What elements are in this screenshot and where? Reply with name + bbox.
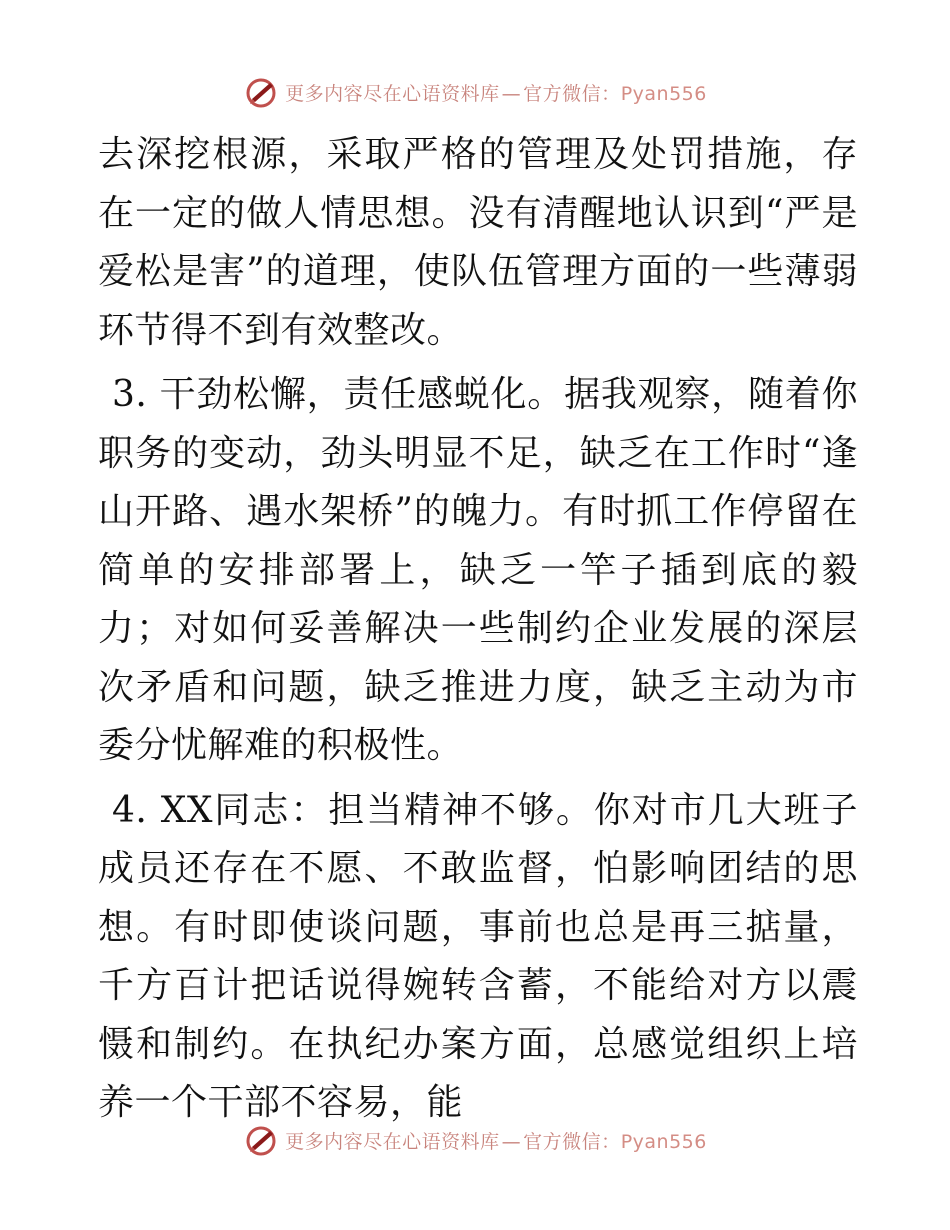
pen-circle-logo-icon <box>243 74 279 110</box>
document-body <box>98 126 858 1133</box>
footer-watermark <box>0 1120 950 1160</box>
paragraph-continuation: 去深挖根源，采取严格的管理及处罚措施，存在一定的做人情思想。没有清醒地认识到“严是爱松是害”的道理，使队伍管理方面的一些薄弱环节得不到有效整改。 <box>98 134 858 351</box>
pen-circle-logo-icon <box>243 1122 279 1158</box>
paragraph-item-3: 3. 干劲松懈，责任感蜕化。据我观察，随着你职务的变动，劲头明显不足，缺乏在工作时“逢山开路、遇水架桥”的魄力。有时抓工作停留在简单的安排部署上，缺乏一竿子插到底的毅力；对如何妥善解决一些制约企业发展的深层次矛盾和问题，缺乏推进力度，缺乏主动为市委分忧解难的积极性。 <box>98 374 858 766</box>
paragraph-item-4: 4. XX同志：担当精神不够。你对市几大班子成员还存在不愿、不敢监督，怕影响团结的思想。有时即使谈问题，事前也总是再三掂量，千方百计把话说得婉转含蓄，不能给对方以震慑和制约。在执纪办案方面，总感觉组织上培养一个干部不容易，能 <box>98 789 858 1123</box>
watermark-text: 更多内容尽在心语资料库 — 官方微信：Pyan556 <box>285 82 707 105</box>
header-watermark <box>0 72 950 112</box>
watermark-text: 更多内容尽在心语资料库 — 官方微信：Pyan556 <box>285 1130 707 1153</box>
